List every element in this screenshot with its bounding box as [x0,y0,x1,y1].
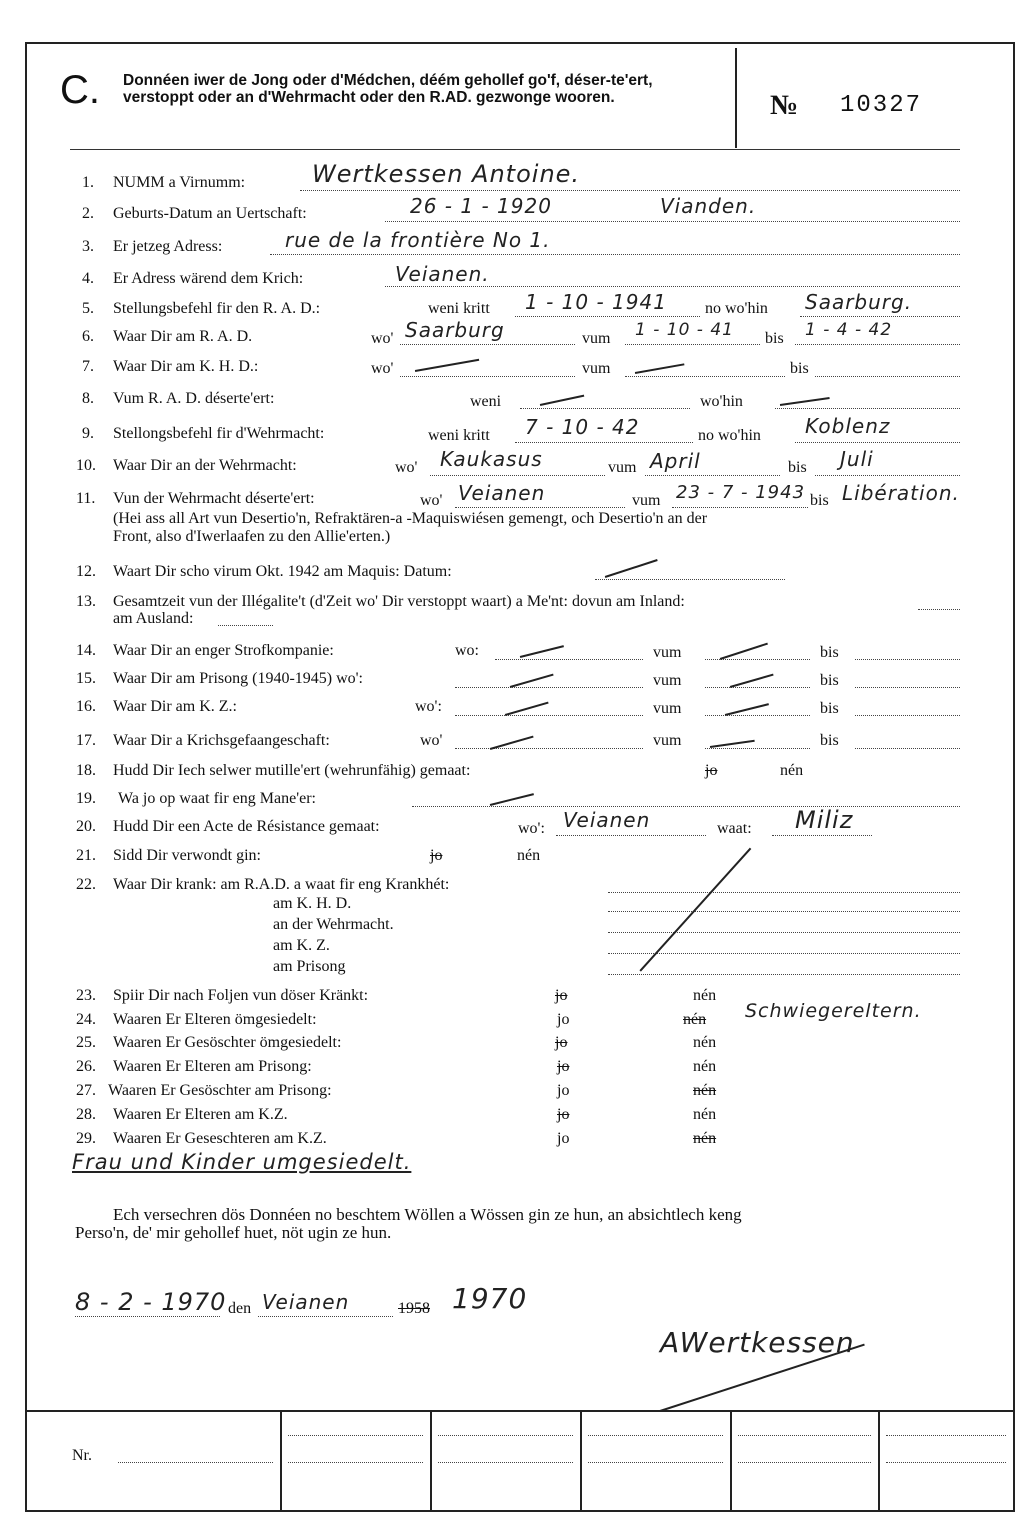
dotted-line [855,687,960,688]
label-waat: waat: [717,820,752,837]
dotted-line [520,408,690,409]
row-number: 21. [76,847,96,864]
answer-nen: nén [693,1058,717,1075]
label-den: den [228,1300,252,1317]
dotted-line [495,659,643,660]
dotted-line [588,1435,723,1436]
label-nowohin: no wo'hin [698,427,761,444]
dotted-line [400,344,575,345]
label-bis: bis [820,732,839,749]
label-wo: wo' [371,360,394,377]
footer-cell-divider [430,1410,432,1512]
label-wounded: Sidd Dir verwondt gin: [113,847,261,864]
answer-jo-struck: jo [705,762,718,779]
footer-cell-divider [730,1410,732,1512]
label-pow: Waar Dir a Krichsgefaangeschaft: [113,732,330,749]
row-number: 23. [76,987,96,1004]
footer-rule [25,1410,1015,1412]
dotted-line [455,507,625,508]
dotted-line [625,376,785,377]
value-wehrmacht-from: April [650,449,701,473]
answer-jo-struck: jo [555,987,568,1004]
printed-year-struck: 1958 [398,1300,430,1317]
value-resistance-place: Veianen [563,808,651,832]
label-abroad: am Ausland: [113,610,194,627]
dotted-line [455,687,643,688]
dotted-line [705,748,810,749]
row-number: 26. [76,1058,96,1075]
dotted-line [672,507,808,508]
label-bis: bis [765,330,784,347]
label-vum: vum [632,492,661,509]
label-maquis: Waart Dir scho virum Okt. 1942 am Maquis: Datum: [113,563,452,580]
label-consequences: Spiir Dir nach Foljen vun döser Kränkt: [113,987,369,1004]
value-wehrmacht-order-date: 7 - 10 - 42 [525,415,640,439]
footer-cell-divider [878,1410,880,1512]
label-penal-company: Waar Dir an enger Strofkompanie: [113,642,334,659]
label-rad: Waar Dir am R. A. D. [113,328,253,345]
label-name: NUMM a Virnumm: [113,174,246,191]
dotted-line [855,659,960,660]
signature: AWertkessen [660,1326,855,1359]
row-number: 2. [82,205,94,222]
label-nowohin: no wo'hin [705,300,768,317]
label-siblings-resettled: Waaren Er Gesöschter ömgesiedelt: [113,1034,342,1051]
row-number: 28. [76,1106,96,1123]
declaration-text: Ech versechren dös Donnéen no beschtem Wöllen a Wössen gin ze hun, an absichtlech keng [113,1205,742,1224]
row-number: 10. [76,457,96,474]
label-vum: vum [653,644,682,661]
dotted-line [385,286,960,287]
row-number: 5. [82,300,94,317]
label-address: Er jetzeg Adress: [113,238,223,255]
label-resistance: Hudd Dir een Acte de Résistance gemaat: [113,818,380,835]
label-bis: bis [820,644,839,661]
label-vum: vum [582,330,611,347]
label-wo: wo': [518,820,545,837]
label-weni: weni [470,393,502,410]
label-war-address: Er Adress wärend dem Krich: [113,270,304,287]
footer-nr-label: Nr. [72,1447,92,1464]
value-desert-from: 23 - 7 - 1943 [676,482,806,503]
declaration-text: Perso'n, de' mir gehollef huet, nöt ugin ze hun. [75,1223,392,1242]
answer-jo: jo [557,1130,570,1147]
row-number: 16. [76,698,96,715]
row-number: 9. [82,425,94,442]
label-wo: wo' [420,732,443,749]
dotted-line [608,953,960,954]
answer-jo: jo [557,1082,570,1099]
label-bis: bis [820,700,839,717]
row-number: 1. [82,174,94,191]
label-rad-desert: Vum R. A. D. déserte'ert: [113,390,275,407]
label-sick: Waar Dir krank: am R.A.D. a waat fir eng Krankhét: [113,876,450,893]
number-label: № [770,90,799,121]
row-number: 7. [82,358,94,375]
desertion-note: (Hei ass all Art vun Desertio'n, Refraktären-a -Maquiswiésen gemengt, och Desertio'n an der [113,510,708,527]
dotted-line [918,609,960,610]
label-sick-wehrmacht: an der Wehrmacht. [273,916,394,933]
value-wehrmacht-to: Juli [840,447,874,471]
label-wo: wo' [371,330,394,347]
label-self-mutilation: Hudd Dir Iech selwer mutille'ert (wehrunfähig) gemaat: [113,762,471,779]
note-family-resettled: Frau und Kinder umgesiedelt. [72,1150,412,1174]
label-wehrmacht-desert: Vun der Wehrmacht déserte'ert: [113,490,315,507]
row-number: 6. [82,328,94,345]
answer-jo-struck: jo [430,847,443,864]
label-vum: vum [653,700,682,717]
dotted-line [385,221,960,222]
label-siblings-kz: Waaren Er Geseschteren am K.Z. [113,1130,327,1147]
dotted-line [438,1462,573,1463]
answer-nen-struck: nén [693,1082,717,1099]
dotted-line [412,806,960,807]
answer-jo-struck: jo [557,1058,570,1075]
value-wehrmacht-place: Kaukasus [440,447,543,471]
label-rad-order: Stellungsbefehl fir den R. A. D.: [113,300,321,317]
label-vum: vum [582,360,611,377]
dotted-line [218,625,273,626]
dotted-line [886,1435,1006,1436]
value-address: rue de la frontière No 1. [285,228,551,252]
answer-jo-struck: jo [557,1106,570,1123]
label-sick-khd: am K. H. D. [273,895,352,912]
dotted-line [608,892,960,893]
label-sick-prison: am Prisong [273,958,346,975]
dotted-line [288,1462,423,1463]
dotted-line [556,835,706,836]
dotted-line [795,442,960,443]
form-number: 10327 [840,92,923,119]
row-number: 3. [82,238,94,255]
dotted-line [815,376,960,377]
label-prison: Waar Dir am Prisong (1940-1945) wo': [113,670,363,687]
label-khd: Waar Dir am K. H. D.: [113,358,259,375]
answer-nen: nén [693,1034,717,1051]
value-desert-place: Veianen [458,481,546,505]
dotted-line [738,1462,871,1463]
value-rad-from: 1 - 10 - 41 [635,320,734,340]
answer-nen: nén [780,762,804,779]
dotted-line [118,1462,273,1463]
answer-nen: nén [693,1106,717,1123]
label-weni: weni kritt [428,427,490,444]
answer-jo: jo [557,1011,570,1028]
label-manner: Wa jo op waat fir eng Mane'er: [118,790,316,807]
label-vum: vum [653,672,682,689]
value-rad-order-place: Saarburg. [805,290,913,314]
label-wehrmacht-order: Stellongsbefehl fir d'Wehrmacht: [113,425,325,442]
answer-nen: nén [693,987,717,1004]
dotted-line [800,316,960,317]
row-number: 14. [76,642,96,659]
label-birth: Geburts-Datum an Uertschaft: [113,205,307,222]
signed-date: 8 - 2 - 1970 [75,1288,227,1316]
dotted-line [455,748,643,749]
label-siblings-prison: Waaren Er Gesöschter am Prisong: [108,1082,332,1099]
row-number: 17. [76,732,96,749]
value-resistance-what: Miliz [795,806,854,834]
row-number: 24. [76,1011,96,1028]
value-wehrmacht-order-place: Koblenz [805,414,891,438]
row-number: 19. [76,790,96,807]
header-divider [735,48,737,148]
dotted-line [455,715,643,716]
row-number: 29. [76,1130,96,1147]
dotted-line [430,475,605,476]
dotted-line [595,579,785,580]
dotted-line [855,748,960,749]
footer-cell-divider [280,1410,282,1512]
label-vum: vum [653,732,682,749]
value-birth-place: Vianden. [660,194,757,218]
dotted-line [795,344,960,345]
label-parents-kz: Waaren Er Elteren am K.Z. [113,1106,288,1123]
value-rad-to: 1 - 4 - 42 [805,320,893,340]
label-wehrmacht: Waar Dir an der Wehrmacht: [113,457,297,474]
dotted-line [400,376,575,377]
row-number: 11. [76,490,96,507]
dotted-line [705,715,810,716]
label-wo: wo': [415,698,442,715]
value-name: Wertkessen Antoine. [312,160,581,188]
dotted-line [775,408,960,409]
row-number: 18. [76,762,96,779]
signed-year: 1970 [452,1282,528,1315]
row-number: 25. [76,1034,96,1051]
label-vum: vum [608,459,637,476]
dotted-line [815,475,960,476]
value-rad-place: Saarburg [405,318,505,342]
footer-cell-divider [580,1410,582,1512]
dotted-line [855,715,960,716]
dotted-line [515,442,693,443]
value-birth-date: 26 - 1 - 1920 [410,194,552,218]
label-illegality: Gesamtzeit vun der Illégalite't (d'Zeit wo' Dir verstoppt waart) a Me'nt: dovun am Inland: [113,593,685,610]
label-sick-kz: am K. Z. [273,937,330,954]
row-number: 15. [76,670,96,687]
label-wo: wo' [395,459,418,476]
answer-nen-struck: nén [683,1011,707,1028]
value-desert-to: Libération. [842,481,960,505]
label-kz: Waar Dir am K. Z.: [113,698,237,715]
label-wohin: wo'hin [700,393,743,410]
dotted-line [438,1435,573,1436]
dotted-line [270,254,960,255]
label-bis: bis [788,459,807,476]
row-number: 12. [76,563,96,580]
dotted-line [515,316,700,317]
dotted-line [645,475,780,476]
label-wo: wo' [420,492,443,509]
dotted-line [705,687,810,688]
desertion-note: Front, also d'Iwerlaafen zu den Allie'erten.) [113,528,391,545]
row-number: 8. [82,390,94,407]
row-number: 4. [82,270,94,287]
dotted-line [886,1462,1006,1463]
label-parents-resettled: Waaren Er Elteren ömgesiedelt: [113,1011,317,1028]
label-bis: bis [820,672,839,689]
dotted-line [288,1435,423,1436]
dotted-line [772,835,872,836]
dotted-line [738,1435,871,1436]
label-weni: weni kritt [428,300,490,317]
label-bis: bis [790,360,809,377]
note-parents-in-law: Schwiegereltern. [745,1000,922,1022]
dotted-line [608,911,960,912]
signed-place: Veianen [262,1290,350,1314]
answer-jo-struck: jo [555,1034,568,1051]
dotted-line [588,1462,723,1463]
dotted-line [608,932,960,933]
section-header: Donnéen iwer de Jong oder d'Médchen, déém gehollef go'f, déser-te'ert, verstoppt oder an d'Wehrmacht oder den R.AD. gezwonge wooren. [123,72,653,106]
row-number: 22. [76,876,96,893]
header-rule [70,149,960,150]
dotted-line [300,190,960,191]
label-wo: wo: [455,642,479,659]
value-rad-order-date: 1 - 10 - 1941 [525,290,667,314]
dotted-line [258,1316,393,1317]
row-number: 13. [76,593,96,610]
row-number: 27. [76,1082,96,1099]
label-parents-prison: Waaren Er Elteren am Prisong: [113,1058,312,1075]
dotted-line [608,974,960,975]
answer-nen-struck: nén [693,1130,717,1147]
label-bis: bis [810,492,829,509]
dotted-line [625,344,760,345]
value-war-address: Veianen. [395,262,490,286]
section-letter: C. [60,68,100,112]
answer-nen: nén [517,847,541,864]
dotted-line [75,1316,220,1317]
row-number: 20. [76,818,96,835]
